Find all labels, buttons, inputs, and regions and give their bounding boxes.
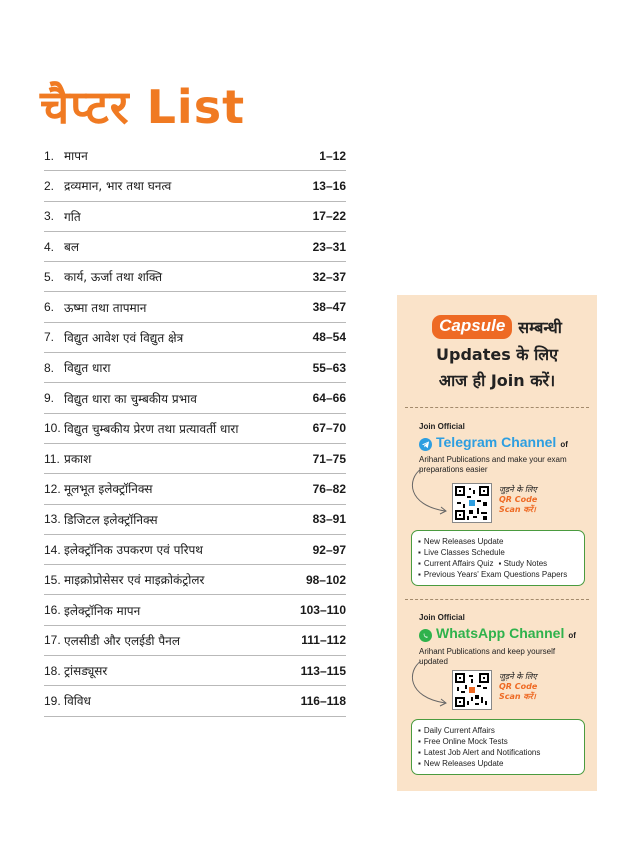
chapter-number: 3. [44,209,55,224]
capsule-suffix: सम्बन्धी [518,318,562,337]
list-item: ▪ Current Affairs Quiz ▪ Study Notes [418,558,578,569]
chapter-pages: 13–16 [312,178,346,193]
chapter-list [44,141,346,717]
chapter-row [44,292,346,322]
chapter-number: 16. [44,603,61,618]
chapter-name: गति [64,209,81,224]
chapter-number: 8. [44,360,55,375]
qr-code-icon [453,484,491,522]
telegram-icon [419,438,432,451]
chapter-name: विद्युत चुम्बकीय प्रेरण तथा प्रत्यावर्ती धारा [64,421,239,436]
promo-line-2: Updates के लिए [436,345,558,364]
chapter-row [44,595,346,625]
chapter-name: मूलभूत इलेक्ट्रॉनिक्स [64,482,153,497]
whatsapp-scan-hint: जुड़ने के लिए QR Code Scan करें। [499,672,538,701]
whatsapp-qr-code[interactable] [452,670,492,710]
chapter-row [44,202,346,232]
list-item: ▪ Live Classes Schedule [418,547,578,558]
divider [405,407,589,408]
chapter-pages: 111–112 [301,633,346,648]
chapter-row [44,565,346,595]
chapter-name: माइक्रोप्रोसेसर एवं माइक्रोकंट्रोलर [64,573,205,588]
telegram-subtext: Arihant Publications and make your exam preparations easier [419,455,567,474]
chapter-number: 14. [44,542,61,557]
chapter-row [44,323,346,353]
chapter-number: 11. [44,451,60,466]
page-title: चैप्टर List [40,80,246,134]
chapter-number: 5. [44,269,55,284]
chapter-pages: 116–118 [300,693,346,708]
chapter-row [44,414,346,444]
list-item: ▪ New Releases Update [418,758,578,769]
list-item: ▪ Latest Job Alert and Notifications [418,747,578,758]
chapter-name: विद्युत धारा [64,361,111,376]
chapter-pages: 67–70 [312,421,346,436]
chapter-row [44,505,346,535]
chapter-row [44,444,346,474]
chapter-number: 12. [44,481,61,496]
chapter-pages: 48–54 [312,330,346,345]
telegram-join-label: Join Official [419,422,465,431]
chapter-number: 6. [44,300,55,315]
promo-line-3: आज ही Join करें। [438,371,556,390]
chapter-pages: 92–97 [312,542,346,557]
chapter-row [44,626,346,656]
chapter-number: 13. [44,512,61,527]
chapter-row [44,535,346,565]
chapter-pages: 98–102 [305,572,346,587]
divider [405,599,589,600]
chapter-pages: 113–115 [300,663,346,678]
list-item: ▪ Previous Years' Exam Questions Papers [418,569,578,580]
telegram-qr-code[interactable] [452,483,492,523]
chapter-name: ऊष्मा तथा तापमान [64,300,147,315]
chapter-row [44,171,346,201]
whatsapp-icon [419,629,432,642]
chapter-name: इलेक्ट्रॉनिक उपकरण एवं परिपथ [64,543,203,557]
chapter-name: कार्य, ऊर्जा तथा शक्ति [64,270,163,285]
list-item: ▪ Daily Current Affairs [418,725,578,736]
curved-arrow-icon [405,467,453,521]
chapter-pages: 103–110 [299,603,346,618]
chapter-row [44,232,346,262]
telegram-features-box [411,530,585,586]
chapter-name: बल [64,240,79,255]
whatsapp-features-box [411,719,585,775]
capsule-badge: Capsule [432,315,512,339]
chapter-number: 18. [44,663,61,678]
chapter-pages: 32–37 [312,269,346,284]
whatsapp-join-label: Join Official [419,613,465,622]
chapter-number: 17. [44,633,61,648]
promo-heading [397,315,597,391]
telegram-of-label: of [560,440,568,449]
chapter-pages: 1–12 [319,148,346,163]
chapter-pages: 38–47 [312,300,346,315]
chapter-name: विविध [64,694,91,709]
chapter-number: 7. [44,330,55,345]
chapter-number: 10. [44,421,61,436]
chapter-name: मापन [64,149,88,164]
chapter-row [44,656,346,686]
whatsapp-of-label: of [568,631,576,640]
chapter-name: द्रव्यमान, भार तथा घनत्व [64,179,172,194]
chapter-name: विद्युत आवेश एवं विद्युत क्षेत्र [64,330,184,345]
chapter-number: 2. [44,178,55,193]
chapter-row [44,686,346,716]
chapter-row [44,353,346,383]
chapter-name: ट्रांसड्यूसर [64,664,108,679]
telegram-channel-name: Telegram Channel [436,434,557,450]
chapter-number: 1. [44,148,55,163]
qr-code-icon [453,671,491,709]
curved-arrow-icon [405,659,453,713]
chapter-pages: 83–91 [312,512,346,527]
chapter-pages: 55–63 [312,360,346,375]
chapter-row [44,141,346,171]
chapter-row [44,262,346,292]
chapter-name: विद्युत धारा का चुम्बकीय प्रभाव [64,391,197,406]
whatsapp-channel-title[interactable] [419,625,576,641]
chapter-row [44,474,346,504]
chapter-pages: 76–82 [312,481,346,496]
chapter-pages: 71–75 [312,451,346,466]
chapter-pages: 64–66 [312,391,346,406]
chapter-name: एलसीडी और एलईडी पैनल [64,633,180,648]
chapter-pages: 23–31 [312,239,346,254]
chapter-row [44,383,346,413]
promo-panel [397,295,597,791]
chapter-number: 15. [44,572,61,587]
chapter-number: 19. [44,693,61,708]
telegram-scan-hint: जुड़ने के लिए QR Code Scan करें। [499,485,538,514]
telegram-channel-title[interactable] [419,434,568,450]
chapter-pages: 17–22 [312,209,346,224]
list-item: ▪ Free Online Mock Tests [418,736,578,747]
whatsapp-subtext: Arihant Publications and keep yourself updated [419,647,556,666]
chapter-number: 4. [44,239,55,254]
chapter-number: 9. [44,391,55,406]
chapter-name: डिजिटल इलेक्ट्रॉनिक्स [64,512,158,527]
list-item: ▪ New Releases Update [418,536,578,547]
chapter-name: इलेक्ट्रॉनिक मापन [64,603,141,618]
whatsapp-channel-name: WhatsApp Channel [436,625,565,641]
chapter-name: प्रकाश [64,452,92,467]
